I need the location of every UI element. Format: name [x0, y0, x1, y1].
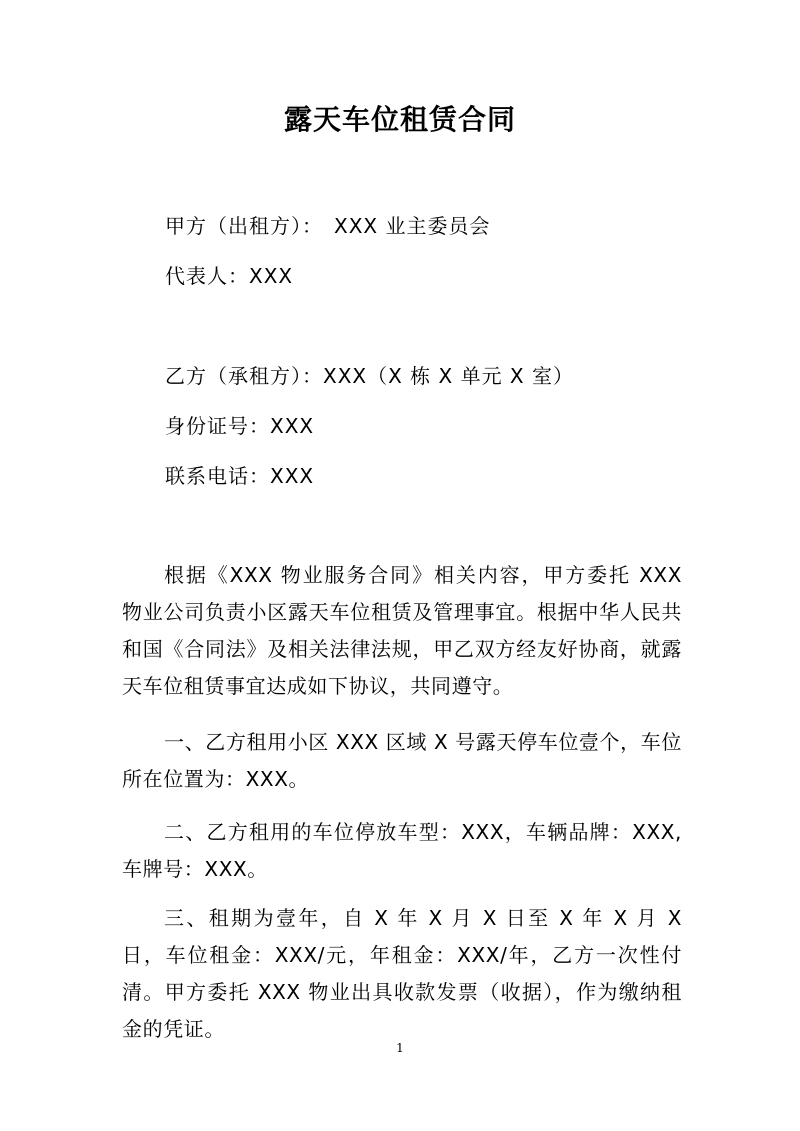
party-b-line: 乙方（承租方）：XXX（X 栋 X 单元 X 室）: [165, 364, 574, 388]
party-b-id-number: 身份证号：XXX: [165, 414, 315, 438]
party-b-phone: 联系电话：XXX: [165, 464, 315, 488]
party-a-representative: 代表人：XXX: [165, 264, 294, 288]
paragraph-clause-2: 二、乙方租用的车位停放车型：XXX，车辆品牌：XXX,车牌号：XXX。: [122, 820, 682, 881]
paragraph-clause-3: 三、租期为壹年，自 X 年 X 月 X 日至 X 年 X 月 X 日，车位租金：XXX/元，年租金：XXX/年，乙方一次性付清。甲方委托 XXX 物业出具收款发票（收据），作为缴纳租金的凭证。: [122, 906, 682, 1041]
document-title: 露天车位租赁合同: [283, 103, 516, 136]
party-a-line: 甲方（出租方）： XXX 业主委员会: [165, 214, 491, 238]
paragraph-intro: 根据《XXX 物业服务合同》相关内容，甲方委托 XXX 物业公司负责小区露天车位租赁及管理事宜。根据中华人民共和国《合同法》及相关法律法规，甲乙双方经友好协商，就露天车位租赁事宜达成如下协议，共同遵守。: [122, 563, 682, 698]
paragraph-clause-1: 一、乙方租用小区 XXX 区域 X 号露天停车位壹个，车位所在位置为：XXX。: [122, 730, 682, 791]
page-number: 1: [396, 1041, 404, 1055]
